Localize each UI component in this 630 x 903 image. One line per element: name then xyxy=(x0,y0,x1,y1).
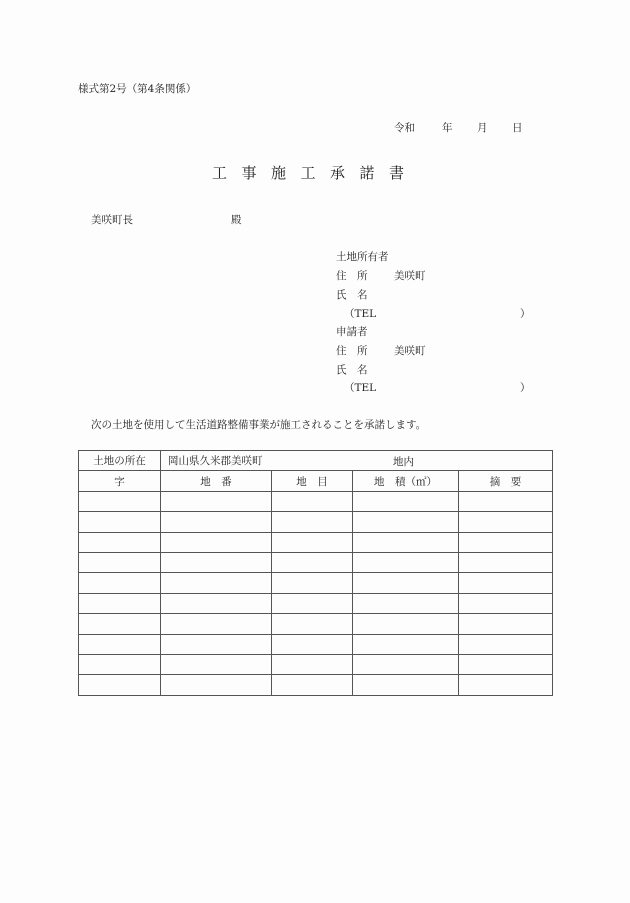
cell-chimoku[interactable] xyxy=(272,654,353,674)
cell-tekiyo[interactable] xyxy=(459,614,553,634)
title-char: 施 xyxy=(271,164,287,182)
cell-tekiyo[interactable] xyxy=(459,593,553,613)
cell-chimoku[interactable] xyxy=(272,512,353,532)
cell-chiban[interactable] xyxy=(161,593,272,613)
land-table xyxy=(78,450,553,696)
header-chiban: 地 番 xyxy=(161,471,272,491)
cell-chiseki[interactable] xyxy=(353,512,459,532)
cell-tekiyo[interactable] xyxy=(459,552,553,572)
title-char: 工 xyxy=(300,164,316,182)
cell-chimoku[interactable] xyxy=(272,532,353,552)
cell-chiseki[interactable] xyxy=(353,593,459,613)
cell-tekiyo[interactable] xyxy=(459,491,553,511)
table-row xyxy=(79,532,553,552)
cell-chiseki[interactable] xyxy=(353,573,459,593)
cell-chimoku[interactable] xyxy=(272,491,353,511)
table-row xyxy=(79,614,553,634)
cell-tekiyo[interactable] xyxy=(459,675,553,695)
landowner-address-value: 美咲町 xyxy=(394,270,426,282)
cell-chiban[interactable] xyxy=(161,634,272,654)
cell-chiseki[interactable] xyxy=(353,634,459,654)
cell-chiban[interactable] xyxy=(161,491,272,511)
title-char: 事 xyxy=(241,164,257,182)
title-char: 書 xyxy=(389,164,405,182)
header-row xyxy=(79,471,553,491)
cell-chimoku[interactable] xyxy=(272,552,353,572)
cell-aza[interactable] xyxy=(79,512,161,532)
cell-chiseki[interactable] xyxy=(353,614,459,634)
applicant-tel-open: （TEL xyxy=(344,382,377,394)
table-row xyxy=(79,634,553,654)
cell-aza[interactable] xyxy=(79,593,161,613)
cell-chimoku[interactable] xyxy=(272,573,353,593)
landowner-name-label: 氏 名 xyxy=(336,289,368,301)
header-chimoku: 地 目 xyxy=(272,471,353,491)
applicant-tel-close: ） xyxy=(520,382,531,394)
cell-chiban[interactable] xyxy=(161,675,272,695)
cell-tekiyo[interactable] xyxy=(459,654,553,674)
cell-tekiyo[interactable] xyxy=(459,532,553,552)
cell-chiseki[interactable] xyxy=(353,675,459,695)
cell-chimoku[interactable] xyxy=(272,593,353,613)
addressee-honorific: 殿 xyxy=(231,214,242,226)
date-month-label: 月 xyxy=(477,122,488,134)
location-row xyxy=(79,451,553,471)
cell-chiban[interactable] xyxy=(161,573,272,593)
cell-chiban[interactable] xyxy=(161,552,272,572)
form-number: 様式第2号（第4条関係） xyxy=(78,83,197,95)
title-char: 工 xyxy=(212,164,228,182)
location-label: 土地の所在 xyxy=(79,451,161,471)
cell-chiban[interactable] xyxy=(161,654,272,674)
applicant-address-label: 住 所 xyxy=(336,345,368,357)
cell-chiban[interactable] xyxy=(161,532,272,552)
location-suffix: 地内 xyxy=(393,456,414,468)
cell-aza[interactable] xyxy=(79,654,161,674)
landowner-tel-close: ） xyxy=(520,308,531,320)
consent-statement: 次の土地を使用して生活道路整備事業が施工されることを承諾します。 xyxy=(91,419,427,431)
cell-chiseki[interactable] xyxy=(353,654,459,674)
cell-tekiyo[interactable] xyxy=(459,512,553,532)
cell-tekiyo[interactable] xyxy=(459,634,553,654)
date-era: 令和 xyxy=(394,122,415,134)
cell-chimoku[interactable] xyxy=(272,614,353,634)
landowner-tel-open: （TEL xyxy=(344,308,377,320)
applicant-heading: 申請者 xyxy=(336,326,368,338)
date-year-label: 年 xyxy=(442,122,453,134)
cell-tekiyo[interactable] xyxy=(459,573,553,593)
table-row xyxy=(79,654,553,674)
cell-aza[interactable] xyxy=(79,634,161,654)
landowner-address-label: 住 所 xyxy=(336,270,368,282)
table-row xyxy=(79,512,553,532)
applicant-address-value: 美咲町 xyxy=(394,345,426,357)
title-char: 諾 xyxy=(359,164,375,182)
cell-aza[interactable] xyxy=(79,675,161,695)
cell-chiseki[interactable] xyxy=(353,532,459,552)
cell-aza[interactable] xyxy=(79,491,161,511)
cell-aza[interactable] xyxy=(79,614,161,634)
header-chiseki: 地 積（㎡） xyxy=(353,471,459,491)
table-row xyxy=(79,491,553,511)
date-day-label: 日 xyxy=(512,122,523,134)
cell-chiban[interactable] xyxy=(161,614,272,634)
cell-chiseki[interactable] xyxy=(353,491,459,511)
table-row xyxy=(79,552,553,572)
cell-chiseki[interactable] xyxy=(353,552,459,572)
applicant-name-label: 氏 名 xyxy=(336,364,368,376)
header-aza: 字 xyxy=(79,471,161,491)
document-title xyxy=(212,162,419,183)
cell-chimoku[interactable] xyxy=(272,675,353,695)
addressee-name: 美咲町長 xyxy=(91,214,133,226)
location-cell xyxy=(161,451,553,471)
table-row xyxy=(79,675,553,695)
landowner-heading: 土地所有者 xyxy=(336,251,389,263)
title-char: 承 xyxy=(330,164,346,182)
cell-chimoku[interactable] xyxy=(272,634,353,654)
table-row xyxy=(79,593,553,613)
header-tekiyo: 摘 要 xyxy=(459,471,553,491)
cell-aza[interactable] xyxy=(79,532,161,552)
location-value: 岡山県久米郡美咲町 xyxy=(168,455,263,468)
cell-aza[interactable] xyxy=(79,552,161,572)
cell-chiban[interactable] xyxy=(161,512,272,532)
cell-aza[interactable] xyxy=(79,573,161,593)
table-row xyxy=(79,573,553,593)
